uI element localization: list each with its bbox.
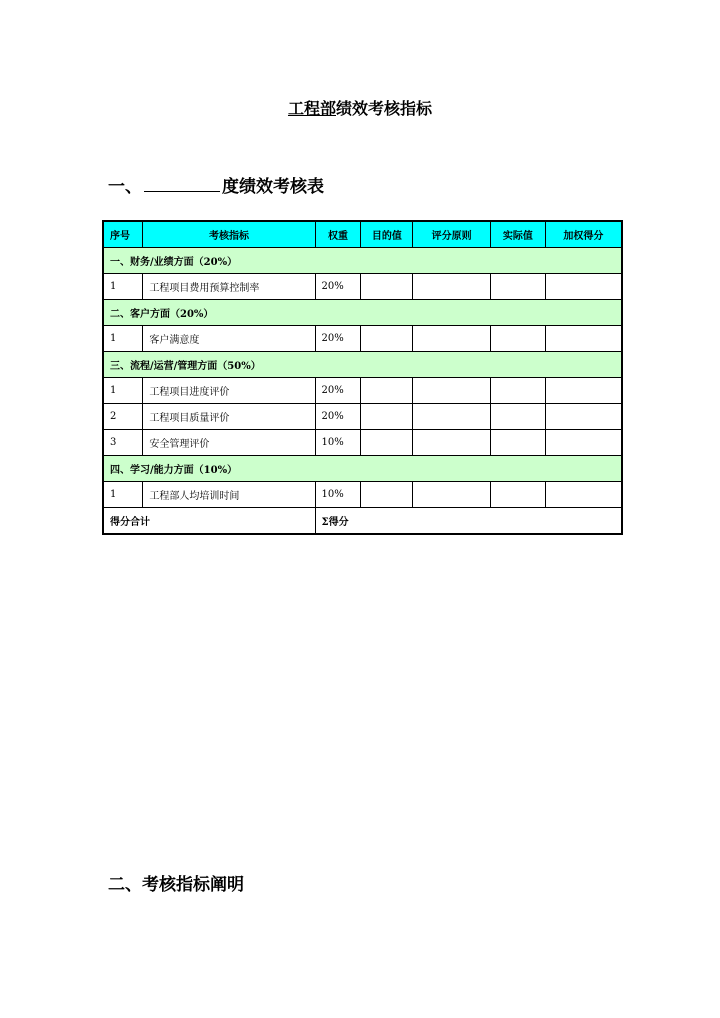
- table-row: [103, 482, 622, 508]
- weight-cell: 20%: [315, 404, 361, 430]
- weighted-score-cell[interactable]: [545, 430, 622, 456]
- category-label: 二、客户方面（20%）: [103, 300, 622, 326]
- table-row: [103, 378, 622, 404]
- table-row: [103, 404, 622, 430]
- kpi-table: [102, 220, 623, 535]
- scoring-rule-cell[interactable]: [413, 326, 491, 352]
- weighted-score-cell[interactable]: [545, 404, 622, 430]
- category-row: [103, 300, 622, 326]
- scoring-rule-cell[interactable]: [413, 430, 491, 456]
- row-number: 1: [103, 482, 143, 508]
- category-row: [103, 352, 622, 378]
- header-cell: 序号: [103, 221, 143, 248]
- total-label: 得分合计: [103, 508, 315, 535]
- weighted-score-cell[interactable]: [545, 482, 622, 508]
- indicator-cell: 工程项目质量评价: [143, 404, 315, 430]
- title-text: 绩效考核指标: [336, 99, 433, 118]
- category-label: 四、学习/能力方面（10%）: [103, 456, 622, 482]
- target-value-cell[interactable]: [361, 378, 413, 404]
- section-1-heading: [108, 172, 324, 197]
- actual-value-cell[interactable]: [490, 404, 545, 430]
- category-row: [103, 456, 622, 482]
- weight-cell: 20%: [315, 378, 361, 404]
- table-row: [103, 326, 622, 352]
- table-row: [103, 274, 622, 300]
- section-1-prefix: 一、: [108, 177, 142, 197]
- total-row: [103, 508, 622, 535]
- weight-cell: 20%: [315, 274, 361, 300]
- category-label: 一、财务/业绩方面（20%）: [103, 248, 622, 274]
- table-header-row: [103, 221, 622, 248]
- actual-value-cell[interactable]: [490, 378, 545, 404]
- weighted-score-cell[interactable]: [545, 326, 622, 352]
- indicator-cell: 工程项目进度评价: [143, 378, 315, 404]
- category-label: 三、流程/运营/管理方面（50%）: [103, 352, 622, 378]
- section-1-suffix: 度绩效考核表: [222, 177, 324, 197]
- document-title: [0, 96, 720, 119]
- section-2-heading: 二、考核指标阐明: [108, 875, 244, 895]
- year-blank-field[interactable]: [144, 175, 220, 192]
- actual-value-cell[interactable]: [490, 274, 545, 300]
- scoring-rule-cell[interactable]: [413, 274, 491, 300]
- indicator-cell: 客户满意度: [143, 326, 315, 352]
- actual-value-cell[interactable]: [490, 482, 545, 508]
- header-cell: 考核指标: [143, 221, 315, 248]
- total-score-cell[interactable]: Σ得分: [315, 508, 622, 535]
- header-cell: 目的值: [361, 221, 413, 248]
- target-value-cell[interactable]: [361, 326, 413, 352]
- weight-cell: 20%: [315, 326, 361, 352]
- weighted-score-cell[interactable]: [545, 378, 622, 404]
- table-row: [103, 430, 622, 456]
- indicator-cell: 工程部人均培训时间: [143, 482, 315, 508]
- indicator-cell: 安全管理评价: [143, 430, 315, 456]
- title-department: 工程部: [287, 99, 336, 118]
- header-cell: 评分原则: [413, 221, 491, 248]
- weight-cell: 10%: [315, 430, 361, 456]
- indicator-cell: 工程项目费用预算控制率: [143, 274, 315, 300]
- target-value-cell[interactable]: [361, 404, 413, 430]
- category-row: [103, 248, 622, 274]
- actual-value-cell[interactable]: [490, 430, 545, 456]
- header-cell: 加权得分: [545, 221, 622, 248]
- scoring-rule-cell[interactable]: [413, 404, 491, 430]
- weighted-score-cell[interactable]: [545, 274, 622, 300]
- target-value-cell[interactable]: [361, 430, 413, 456]
- header-cell: 实际值: [490, 221, 545, 248]
- row-number: 3: [103, 430, 143, 456]
- scoring-rule-cell[interactable]: [413, 378, 491, 404]
- row-number: 1: [103, 274, 143, 300]
- target-value-cell[interactable]: [361, 274, 413, 300]
- actual-value-cell[interactable]: [490, 326, 545, 352]
- row-number: 1: [103, 326, 143, 352]
- weight-cell: 10%: [315, 482, 361, 508]
- row-number: 2: [103, 404, 143, 430]
- target-value-cell[interactable]: [361, 482, 413, 508]
- scoring-rule-cell[interactable]: [413, 482, 491, 508]
- row-number: 1: [103, 378, 143, 404]
- header-cell: 权重: [315, 221, 361, 248]
